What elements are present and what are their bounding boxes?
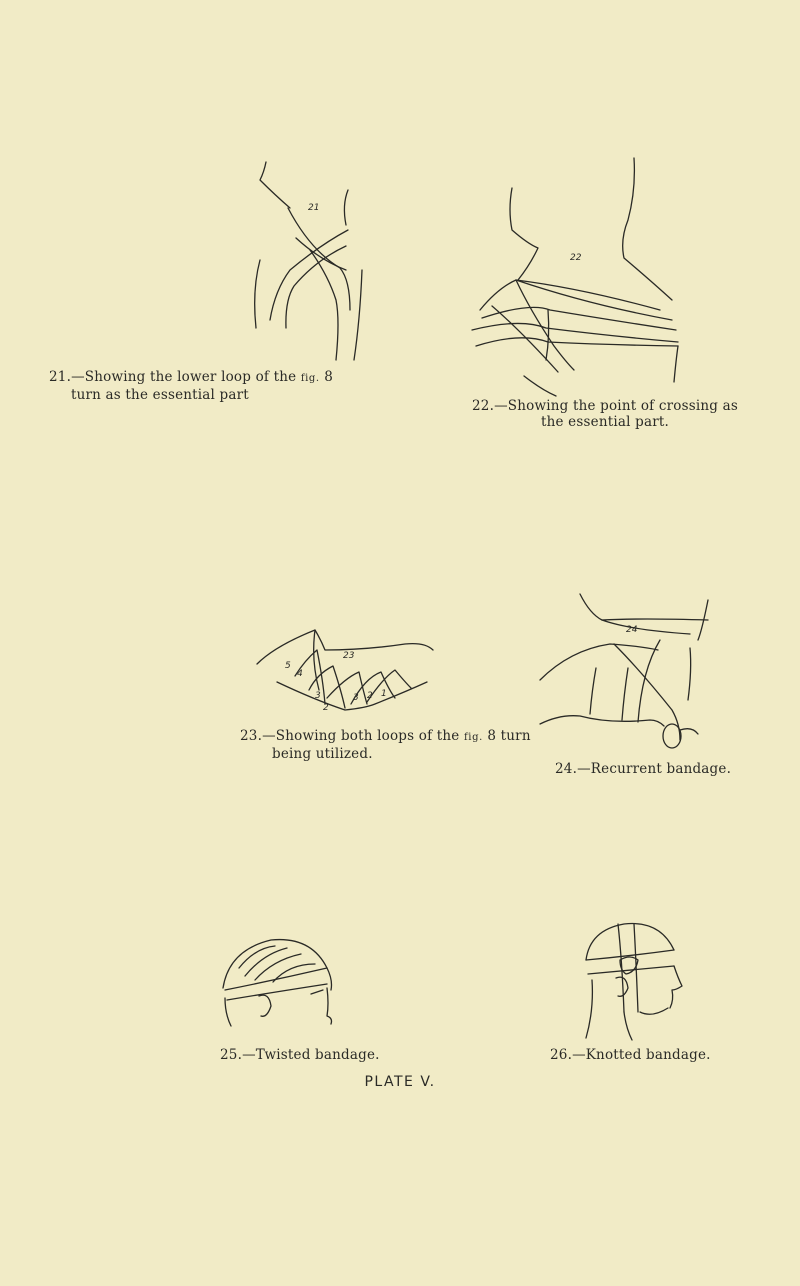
arm-right bbox=[354, 270, 362, 360]
twist-stroke bbox=[245, 948, 287, 976]
chest-line bbox=[524, 376, 556, 396]
figure-21-label: 21 bbox=[308, 203, 320, 213]
recurrent-6 bbox=[590, 668, 596, 714]
stump-top bbox=[580, 594, 708, 620]
pin bbox=[311, 990, 323, 994]
recurrent-5 bbox=[688, 648, 691, 700]
chin bbox=[640, 1008, 668, 1014]
loop-2 bbox=[309, 666, 345, 708]
recurrent-4 bbox=[638, 640, 660, 722]
loop-5 bbox=[367, 670, 411, 702]
neck-right bbox=[624, 1012, 632, 1040]
bandage-roll bbox=[663, 724, 681, 748]
bandage-1 bbox=[516, 280, 672, 320]
turn-number: 2 bbox=[323, 703, 329, 713]
turn-number: 2 bbox=[367, 691, 373, 701]
roll-end bbox=[680, 729, 698, 734]
back-neck bbox=[327, 988, 332, 1024]
recurrent-2 bbox=[540, 644, 658, 680]
figure-22-label: 22 bbox=[570, 253, 582, 263]
neck-left bbox=[586, 980, 592, 1038]
figure-23-label: 23 bbox=[343, 651, 355, 661]
caption-line1: 25.—Twisted bandage. bbox=[220, 1047, 380, 1063]
figure-23-illustration bbox=[255, 620, 445, 720]
head-top bbox=[586, 924, 674, 960]
wrist-bottom bbox=[277, 682, 427, 710]
caption-line2: the essential part. bbox=[540, 414, 669, 430]
caption-text: 23.—Showing both loops of the bbox=[240, 728, 464, 744]
caption-line1: 22.—Showing the point of crossing as bbox=[472, 398, 738, 414]
figure-24-illustration bbox=[530, 590, 720, 760]
plate-title: PLATE V. bbox=[364, 1074, 436, 1090]
bandage-band-3 bbox=[270, 230, 348, 320]
neck-back bbox=[623, 158, 672, 300]
turn-number: 3 bbox=[353, 693, 359, 703]
caption-smallcaps: fig. bbox=[300, 373, 320, 384]
turn-number: 4 bbox=[297, 669, 303, 679]
twist-stroke bbox=[239, 946, 275, 968]
figure-26-caption bbox=[550, 1047, 711, 1063]
bandage-band-1 bbox=[288, 208, 350, 310]
arm-bottom bbox=[540, 716, 664, 726]
shoulder-top bbox=[480, 280, 660, 310]
face-left bbox=[225, 998, 231, 1026]
neck-line-right bbox=[344, 190, 348, 225]
turn-number: 1 bbox=[381, 689, 387, 699]
caption-text-suffix: 8 bbox=[319, 369, 333, 385]
recurrent-3 bbox=[614, 644, 680, 740]
arm-right bbox=[674, 346, 678, 382]
figure-24-caption bbox=[555, 761, 731, 777]
figure-21-illustration bbox=[250, 150, 370, 370]
head-cap bbox=[223, 940, 332, 990]
recurrent-1 bbox=[602, 620, 690, 634]
crossing-1 bbox=[516, 280, 574, 370]
figure-24-label: 24 bbox=[626, 625, 638, 635]
arm-left bbox=[255, 260, 260, 328]
turn-number: 3 bbox=[315, 691, 321, 701]
neck-line-left bbox=[260, 162, 290, 208]
figure-23-caption bbox=[240, 728, 531, 762]
ear bbox=[259, 995, 271, 1016]
nose-profile bbox=[670, 966, 682, 1008]
horizontal-band-top bbox=[586, 950, 674, 960]
figure-21-caption bbox=[49, 369, 333, 403]
caption-text: 21.—Showing the lower loop of the bbox=[49, 369, 301, 385]
figure-22-caption bbox=[472, 398, 738, 430]
caption-line1: 24.—Recurrent bandage. bbox=[555, 761, 732, 777]
bandage-2 bbox=[482, 307, 676, 330]
caption-line2: turn as the essential part bbox=[71, 387, 249, 403]
turn-number: 5 bbox=[285, 661, 291, 671]
figure-26-illustration bbox=[580, 920, 690, 1042]
caption-line1: 26.—Knotted bandage. bbox=[550, 1047, 711, 1063]
jaw-line bbox=[510, 188, 538, 280]
caption-smallcaps: fig. bbox=[463, 732, 483, 743]
caption-text-suffix: 8 turn bbox=[482, 728, 531, 744]
figure-22-illustration bbox=[450, 150, 690, 405]
figure-25-caption bbox=[220, 1047, 380, 1063]
recurrent-7 bbox=[622, 668, 628, 720]
figure-25-illustration bbox=[215, 928, 345, 1028]
caption-line2: being utilized. bbox=[272, 746, 373, 762]
